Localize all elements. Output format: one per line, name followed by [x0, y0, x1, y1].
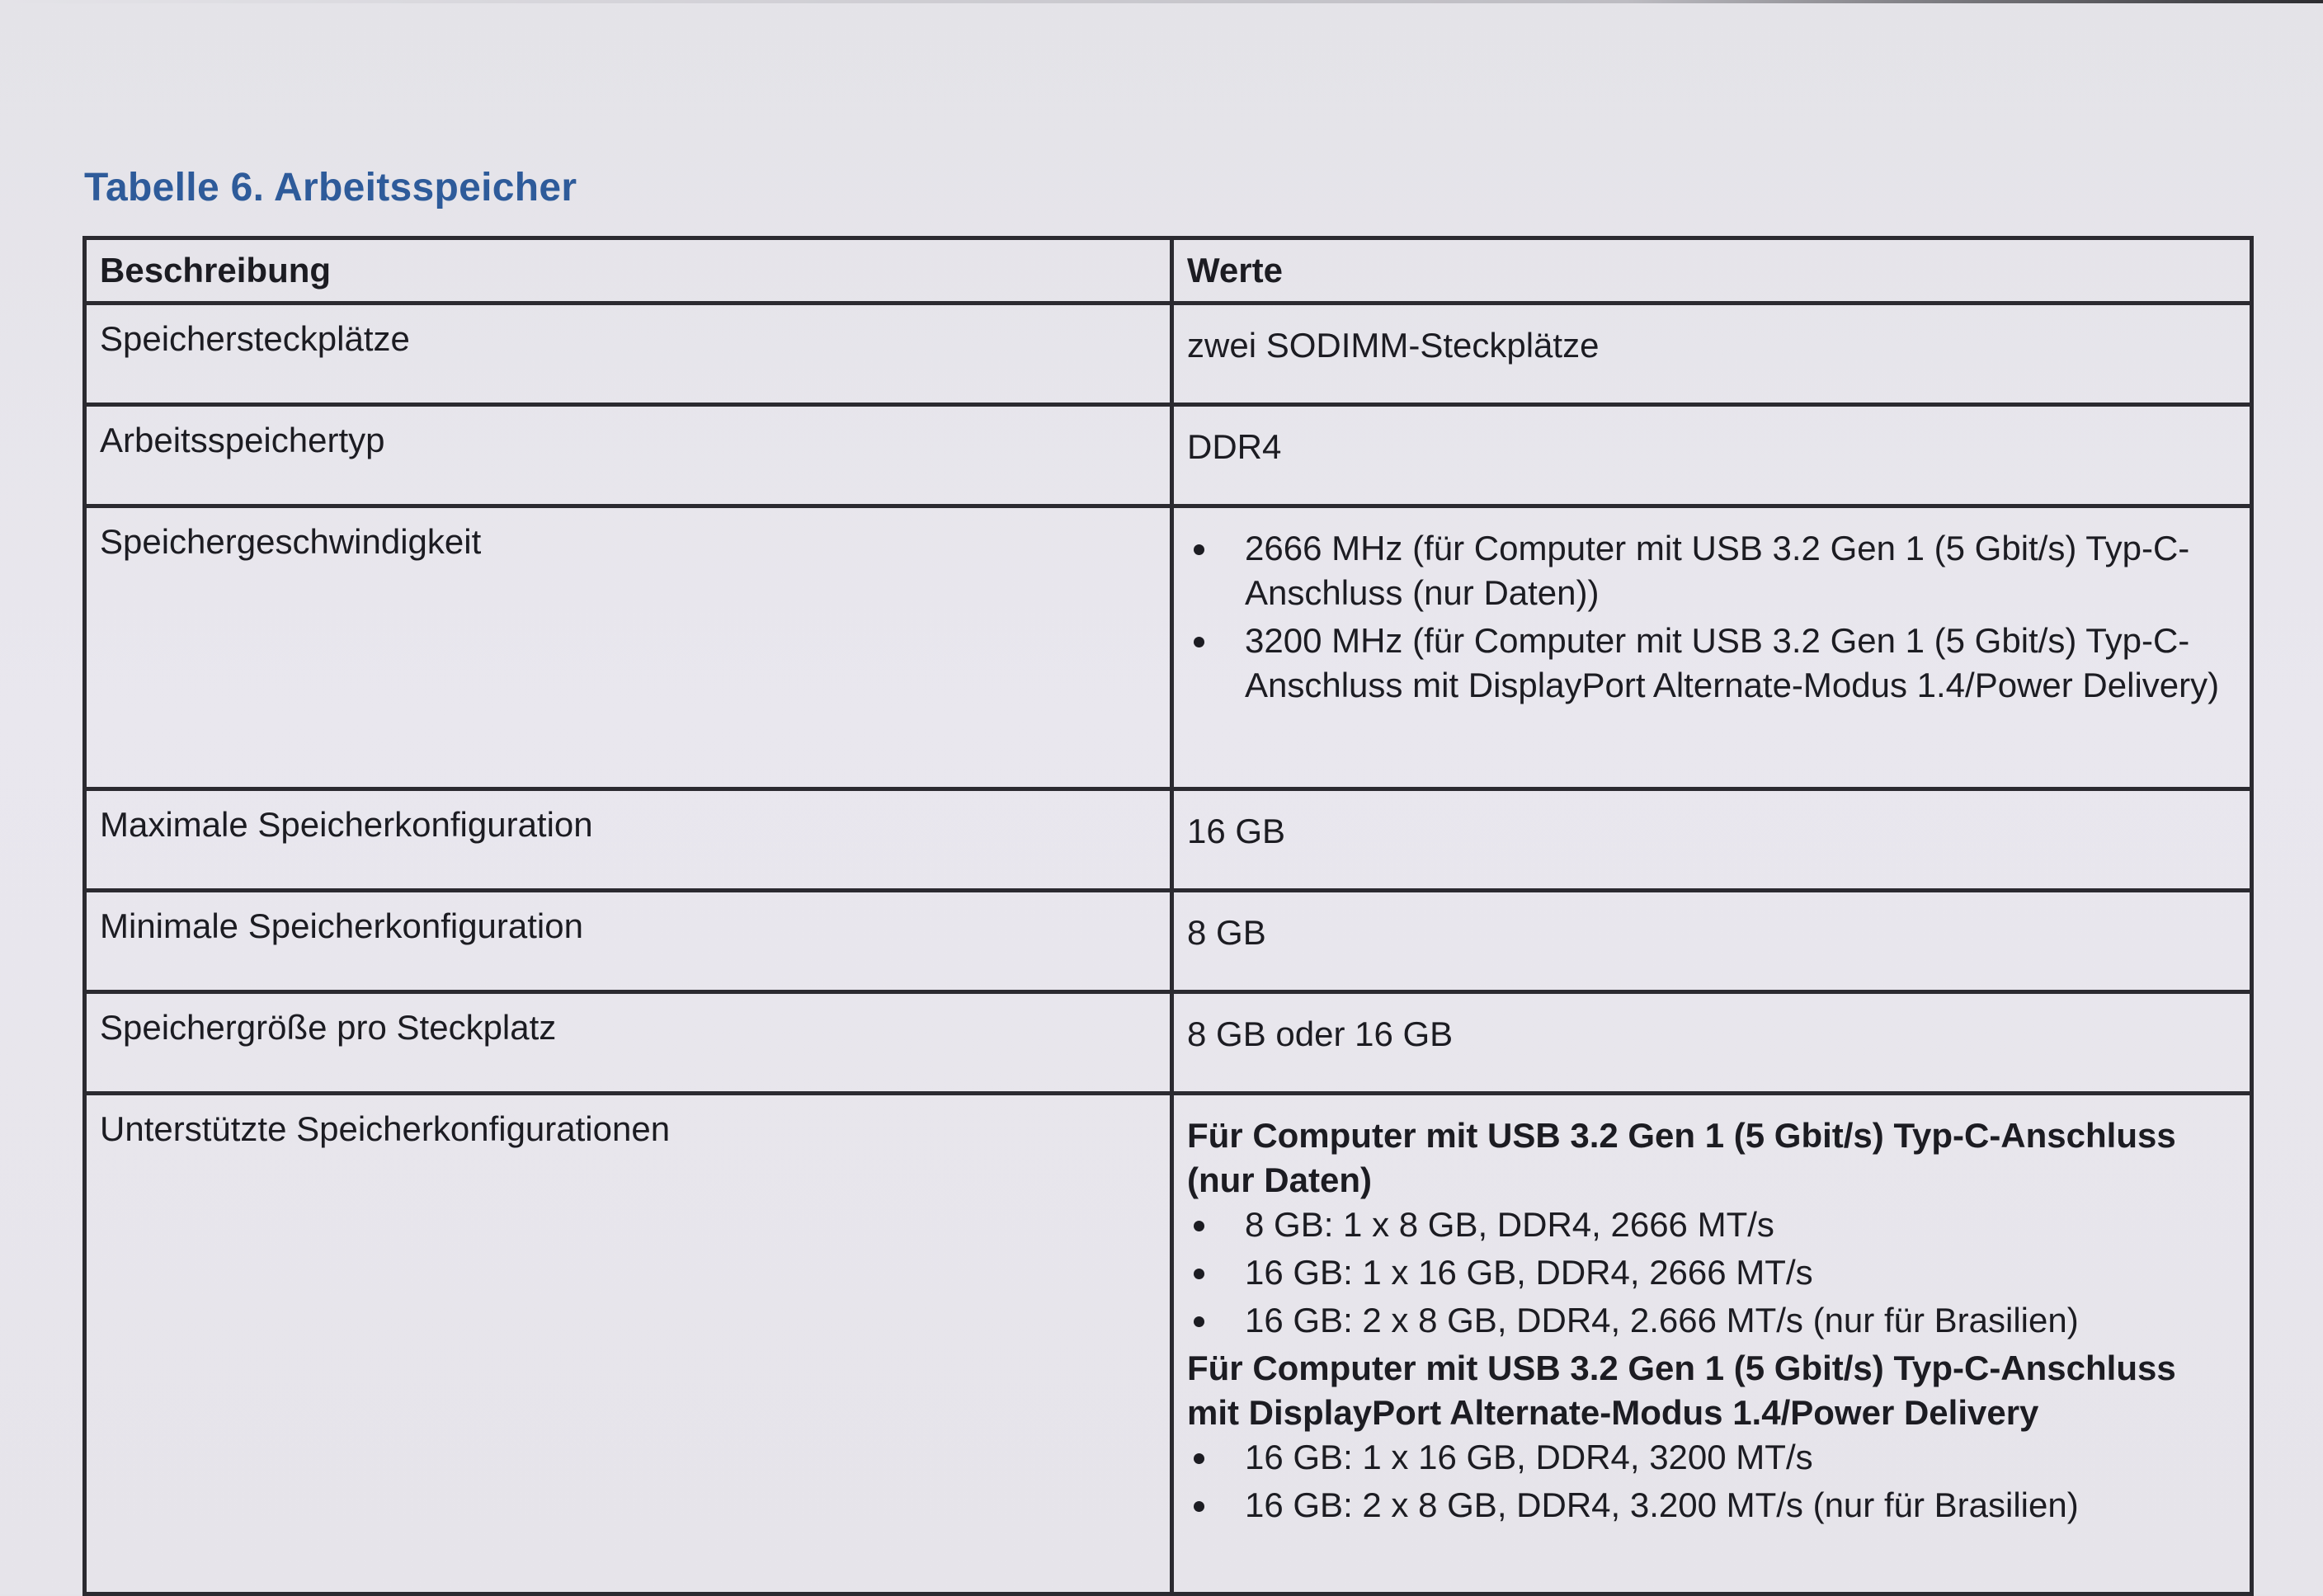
list-item: 16 GB: 1 x 16 GB, DDR4, 3200 MT/s	[1187, 1435, 2236, 1480]
table-row	[85, 789, 2252, 891]
speed-list	[1187, 526, 2236, 708]
screen-top-edge	[0, 0, 2323, 3]
list-item: 16 GB: 1 x 16 GB, DDR4, 2666 MT/s	[1187, 1250, 2236, 1295]
row-value: 16 GB	[1172, 789, 2252, 891]
config-list	[1187, 1435, 2236, 1528]
table-row	[85, 1094, 2252, 1594]
row-label: Arbeitsspeichertyp	[85, 405, 1172, 506]
list-item: 16 GB: 2 x 8 GB, DDR4, 3.200 MT/s (nur für Brasilien)	[1187, 1483, 2236, 1528]
header-values: Werte	[1172, 238, 2252, 304]
row-value: DDR4	[1172, 405, 2252, 506]
row-label: Speichersteckplätze	[85, 304, 1172, 405]
row-label: Speichergeschwindigkeit	[85, 506, 1172, 789]
row-label: Speichergröße pro Steckplatz	[85, 992, 1172, 1094]
row-label: Minimale Speicherkonfiguration	[85, 891, 1172, 992]
header-description: Beschreibung	[85, 238, 1172, 304]
row-value: 8 GB oder 16 GB	[1172, 992, 2252, 1094]
row-value	[1172, 1094, 2252, 1594]
list-item: 8 GB: 1 x 8 GB, DDR4, 2666 MT/s	[1187, 1203, 2236, 1247]
row-value	[1172, 506, 2252, 789]
list-item: 2666 MHz (für Computer mit USB 3.2 Gen 1 (5 Gbit/s) Typ-C-Anschluss (nur Daten))	[1187, 526, 2236, 615]
config-group-heading: Für Computer mit USB 3.2 Gen 1 (5 Gbit/s) Typ-C-Anschluss (nur Daten)	[1187, 1116, 2176, 1199]
row-label: Maximale Speicherkonfiguration	[85, 789, 1172, 891]
row-value: 8 GB	[1172, 891, 2252, 992]
config-list	[1187, 1203, 2236, 1343]
table-row	[85, 506, 2252, 789]
table-row	[85, 891, 2252, 992]
row-value: zwei SODIMM-Steckplätze	[1172, 304, 2252, 405]
row-label: Unterstützte Speicherkonfigurationen	[85, 1094, 1172, 1594]
list-item: 16 GB: 2 x 8 GB, DDR4, 2.666 MT/s (nur für Brasilien)	[1187, 1298, 2236, 1343]
config-group-heading: Für Computer mit USB 3.2 Gen 1 (5 Gbit/s) Typ-C-Anschluss mit DisplayPort Alternate-Modus 1.4/Power Delivery	[1187, 1349, 2176, 1432]
table-row	[85, 304, 2252, 405]
table-header-row	[85, 238, 2252, 304]
table-row	[85, 405, 2252, 506]
table-caption: Tabelle 6. Arbeitsspeicher	[84, 166, 577, 210]
list-item: 3200 MHz (für Computer mit USB 3.2 Gen 1 (5 Gbit/s) Typ-C-Anschluss mit DisplayPort Alternate-Modus 1.4/Power Delivery)	[1187, 619, 2236, 708]
table-row	[85, 992, 2252, 1094]
memory-spec-table	[82, 236, 2254, 1596]
